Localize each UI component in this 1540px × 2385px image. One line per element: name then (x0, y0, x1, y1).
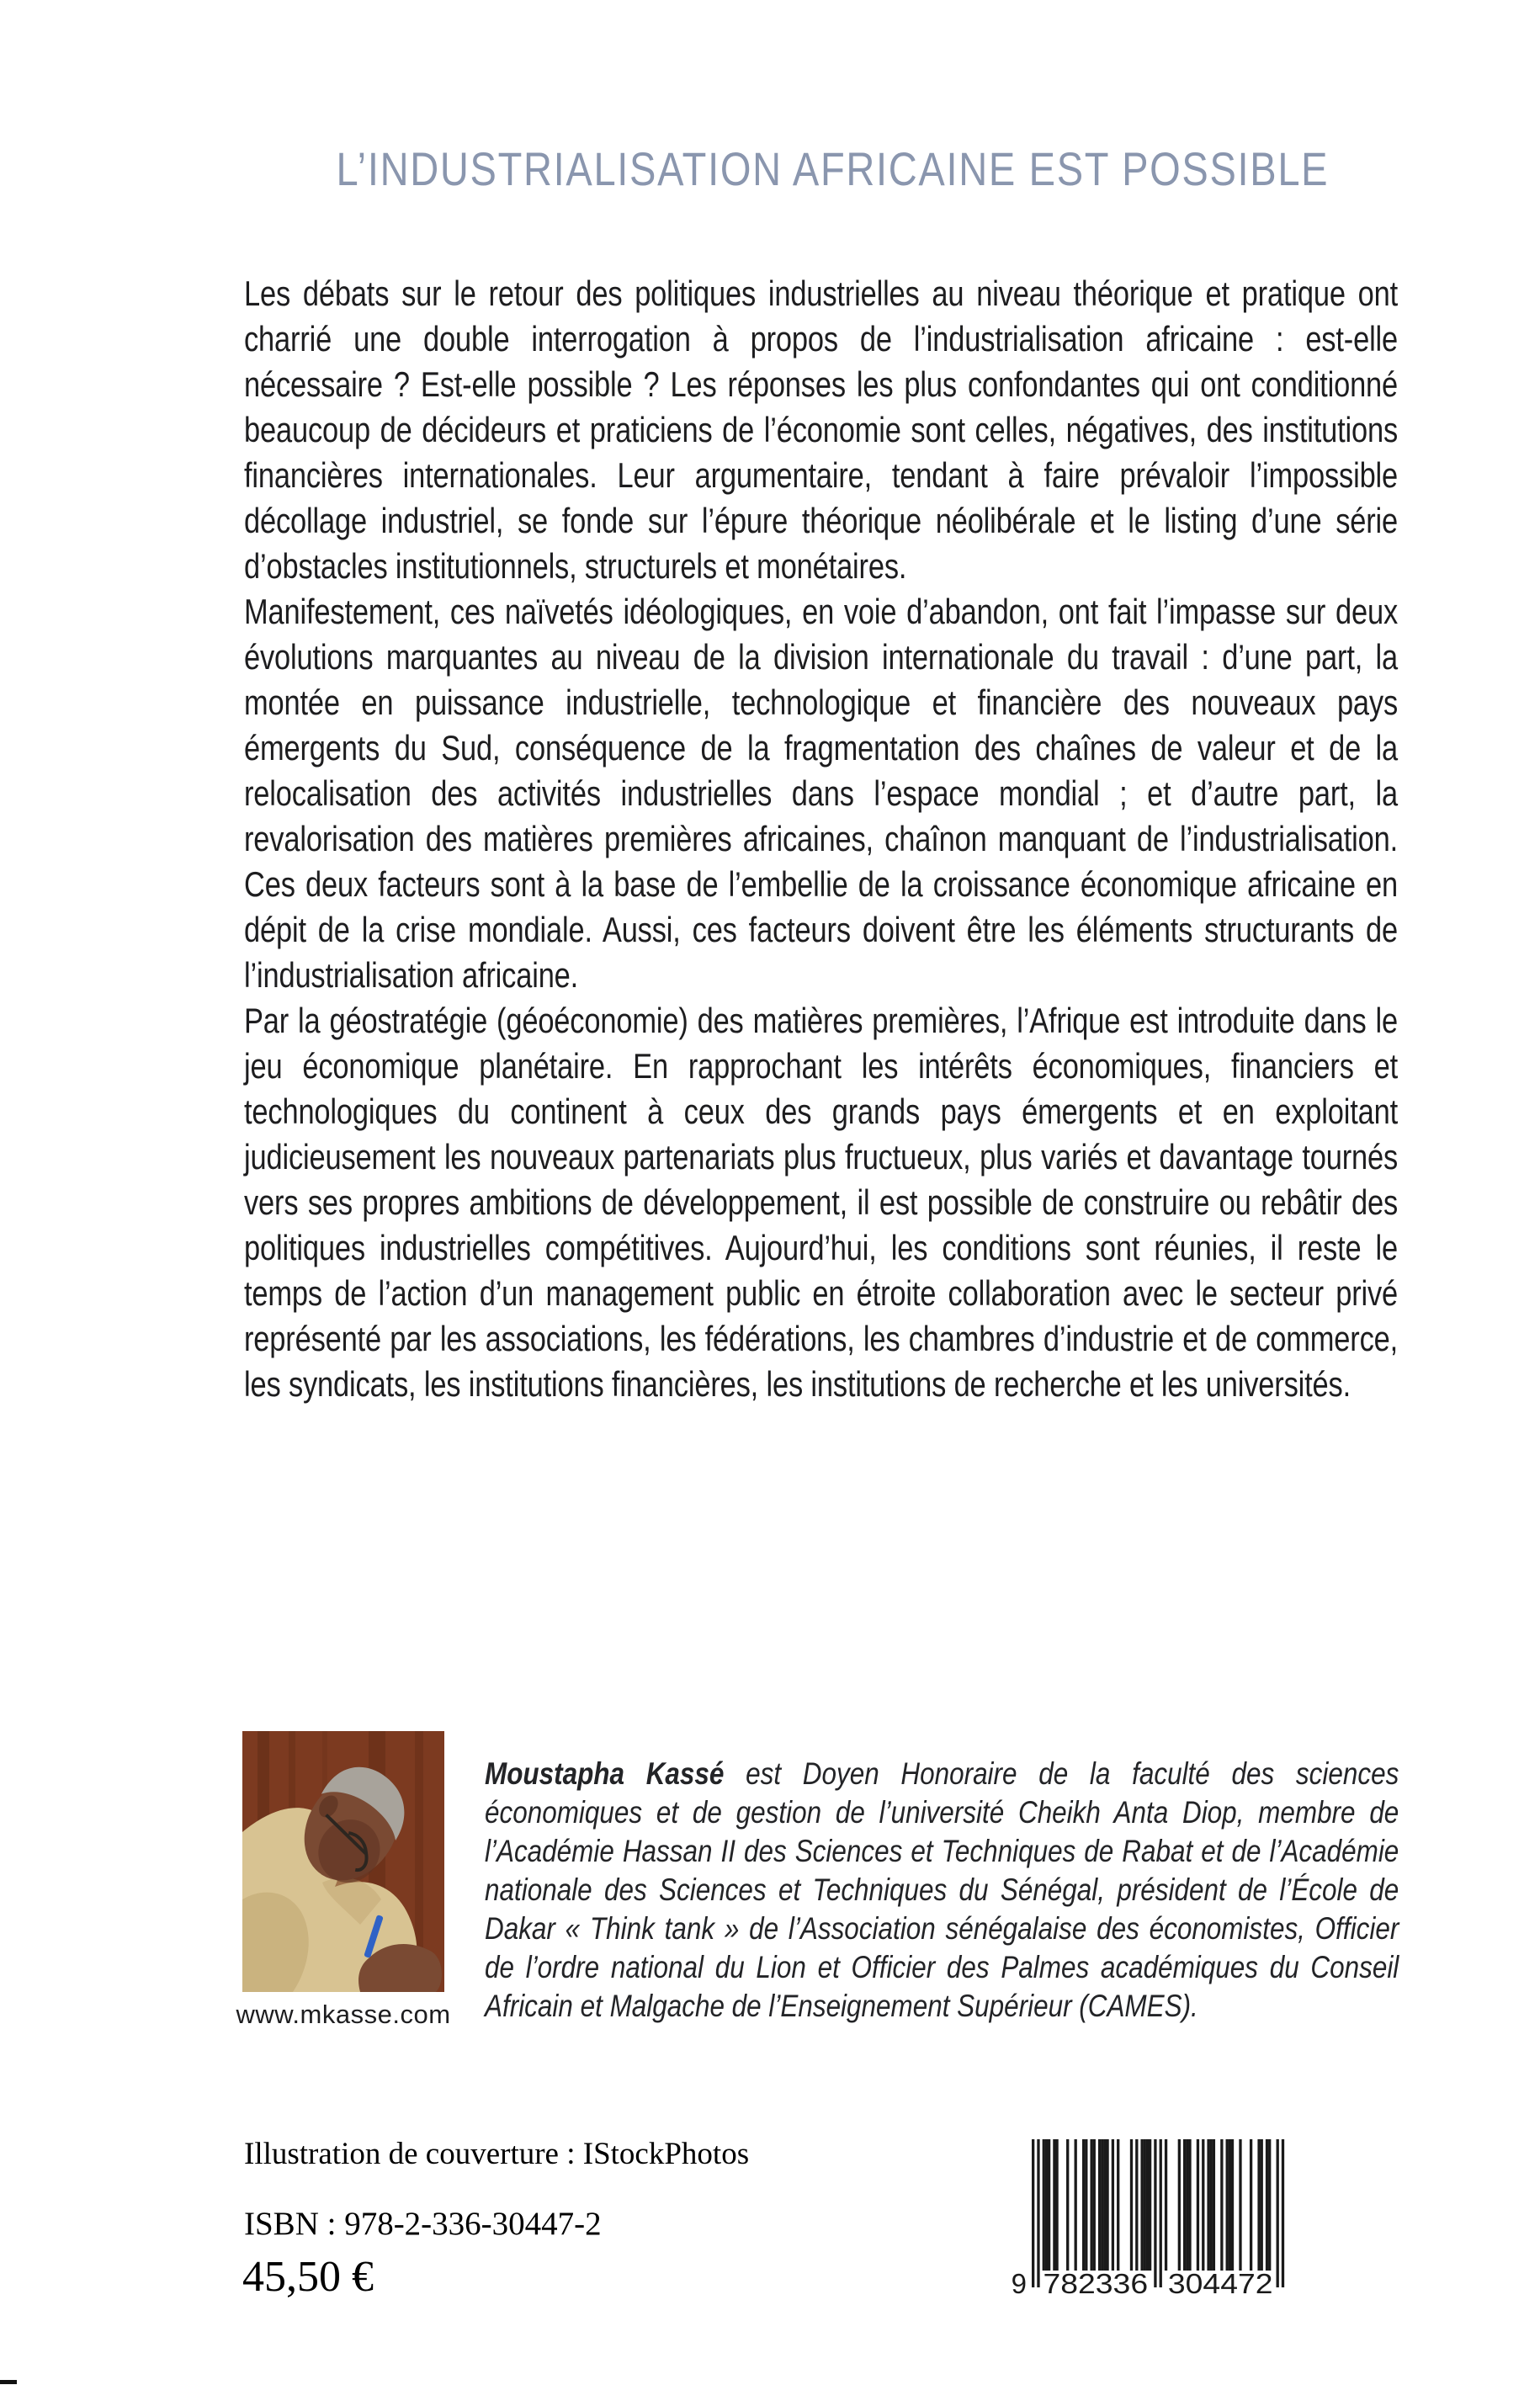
book-title: L’INDUSTRIALISATION AFRICAINE EST POSSIBLE (336, 141, 1330, 195)
author-photo (242, 1731, 444, 1992)
svg-text:782336: 782336 (1043, 2268, 1149, 2296)
paragraph-1: Les débats sur le retour des politiques industrielles au niveau théorique et pratique ont charrié une double interrogation à propos de l’industrialisation africaine : est-elle nécessaire ? Est-elle possible ? Les réponses les plus confondantes qui ont conditionné beaucoup de décideurs et praticiens de l’économie sont celles, négatives, des institutions financières internationales. Leur argumentaire, tendant à faire prévaloir l’impossible décollage industriel, se fonde sur l’épure théorique néolibérale et le listing d’une série d’obstacles institutionnels, structurels et monétaires. (244, 274, 1399, 586)
barcode-svg (1008, 2139, 1294, 2296)
paragraph-2: Manifestement, ces naïvetés idéologiques, en voie d’abandon, ont fait l’impasse sur deux évolutions marquantes au niveau de la division internationale du travail : d’une part, la montée en puissance industrielle, technologique et financière des nouveaux pays émergents du Sud, conséquence de la fragmentation des chaînes de valeur et de la relocalisation des activités industrielles dans l’espace mondial ; et d’autre part, la revalorisation des matières premières africaines, chaînon manquant de l’industrialisation. Ces deux facteurs sont à la base de l’embellie de la croissance économique africaine en dépit de la crise mondiale. Aussi, ces facteurs doivent être les éléments structurants de l’industrialisation africaine. (244, 592, 1399, 995)
author-website: www.mkasse.com (236, 2000, 451, 2029)
author-name: Moustapha Kassé (485, 1756, 725, 1791)
isbn-text: ISBN : 978-2-336-30447-2 (244, 2206, 602, 2242)
paragraph-3: Par la géostratégie (géoéconomie) des matières premières, l’Afrique est introduite dans le jeu économique planétaire. En rapprochant les intérêts économiques, financiers et technologiques du continent à ceux des grands pays émergents et en exploitant judicieusement les nouveaux partenariats plus fructueux, plus variés et davantage tournés vers ses propres ambitions de développement, il est possible de construire ou rebâtir des politiques industrielles compétitives. Aujourd’hui, les conditions sont réunies, il reste le temps de l’action d’un management public en étroite collaboration avec le secteur privé représenté par les associations, les fédérations, les chambres d’industrie et de commerce, les syndicats, les institutions financières, les institutions de recherche et les universités. (244, 1001, 1399, 1404)
author-bio (485, 1755, 1399, 2026)
ean13-barcode (1008, 2139, 1294, 2296)
cover-illustration-credit: Illustration de couverture : IStockPhotos (244, 2137, 750, 2171)
price-text: 45,50 € (242, 2253, 374, 2301)
author-photo-illustration (242, 1731, 444, 1992)
svg-text:9: 9 (1011, 2268, 1027, 2296)
author-bio-text: est Doyen Honoraire de la faculté des sciences économiques et de gestion de l’université Cheikh Anta Diop, membre de l’Académie Hassan II des Sciences et Techniques de Rabat et de l’Académie nationale des Sciences et Techniques du Sénégal, président de l’École de Dakar « Think tank » de l’Association sénégalaise des économistes, Officier de l’ordre national du Lion et Officier des Palmes académiques du Conseil Africain et Malgache de l’Enseignement Supérieur (CAMES). (485, 1756, 1399, 2023)
print-registration-mark (0, 2380, 17, 2384)
back-cover-text (244, 271, 1398, 1407)
svg-text:304472: 304472 (1167, 2268, 1273, 2296)
